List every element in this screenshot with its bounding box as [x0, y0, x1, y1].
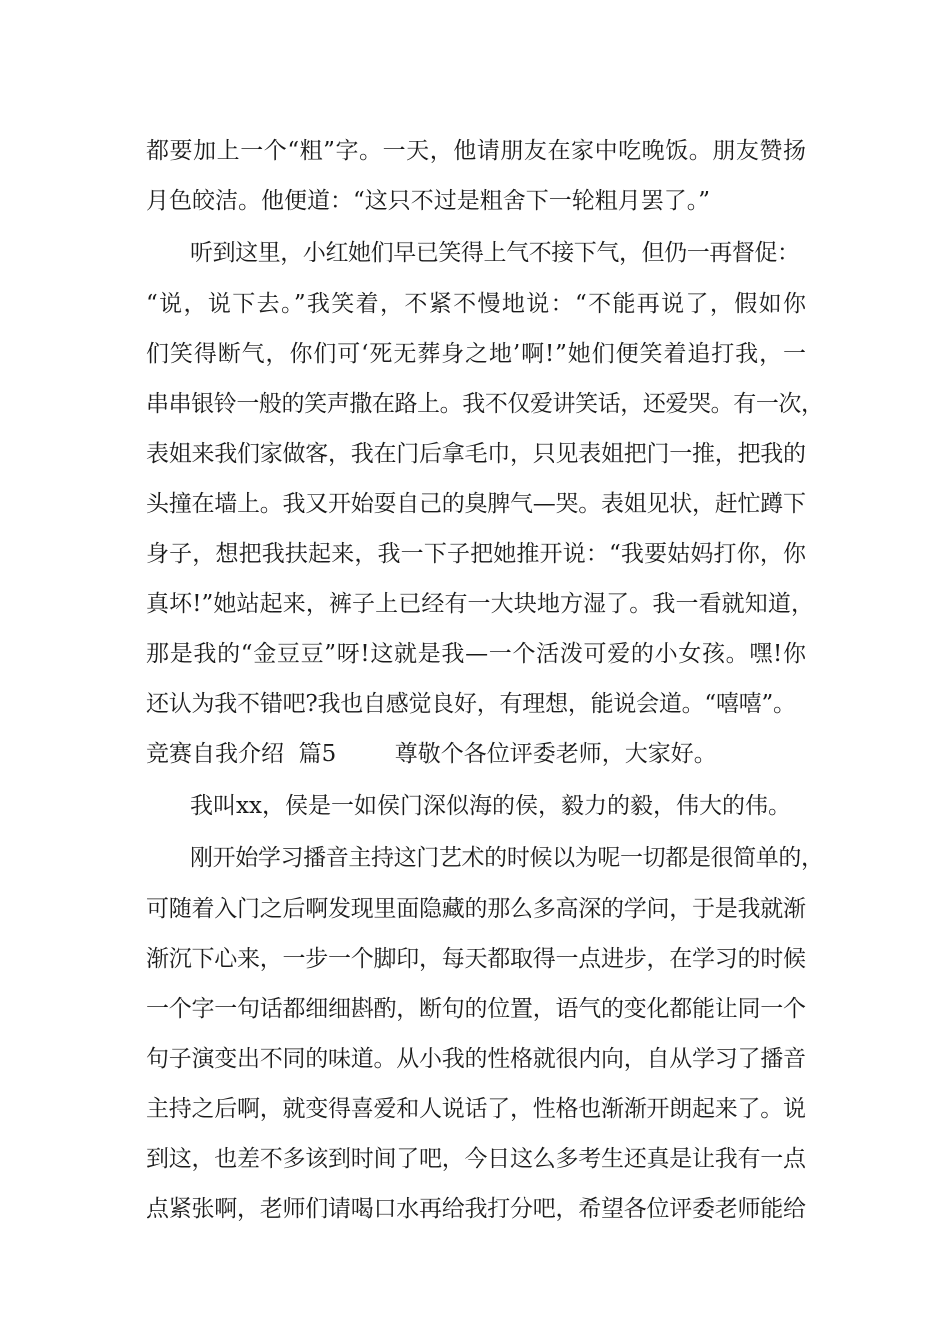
- line-text: 刚开始学习播音主持这门艺术的时候以为呢一切都是很简单的，: [190, 845, 824, 871]
- line-text: 串串银铃一般的笑声撒在路上。我不仅爱讲笑话，还爱哭。有一次，: [146, 391, 824, 417]
- text-line: [0, 439, 950, 489]
- text-line: [0, 289, 950, 339]
- line-text: 可随着入门之后啊发现里面隐藏的那么多高深的学问，于是我就渐: [146, 896, 806, 922]
- text-line: [0, 639, 950, 689]
- text-line: [0, 944, 950, 994]
- line-text: 月色皎洁。他便道：“这只不过是粗舍下一轮粗月罢了。”: [146, 188, 711, 214]
- line-text: 句子演变出不同的味道。从小我的性格就很内向，自从学习了播音: [146, 1046, 806, 1072]
- line-text: 那是我的“金豆豆”呀!这就是我—一个活泼可爱的小女孩。嘿!你: [146, 641, 807, 667]
- text-line: [0, 489, 950, 539]
- text-line: [0, 339, 950, 389]
- line-text: 都要加上一个“粗”字。一天，他请朋友在家中吃晚饭。朋友赞扬: [146, 138, 807, 164]
- text-line: [0, 739, 950, 789]
- text-line: [0, 791, 950, 841]
- line-text: 听到这里，小红她们早已笑得上气不接下气，但仍一再督促：: [190, 240, 800, 266]
- line-text: 身子，想把我扶起来，我一下子把她推开说：“我要姑妈打你，你: [146, 541, 807, 567]
- line-text: 主持之后啊，就变得喜爱和人说话了，性格也渐渐开朗起来了。说: [146, 1096, 806, 1122]
- line-text: 们笑得断气，你们可‘死无葬身之地’啊!”她们便笑着追打我，一: [146, 341, 807, 367]
- text-line: [0, 1094, 950, 1144]
- text-line: [0, 1144, 950, 1194]
- text-line: [0, 994, 950, 1044]
- line-text: 表姐来我们家做客，我在门后拿毛巾，只见表姐把门一推，把我的: [146, 441, 806, 467]
- line-text: 点紧张啊，老师们请喝口水再给我打分吧，希望各位评委老师能给: [146, 1196, 806, 1222]
- text-line: [0, 843, 950, 893]
- text-line: [0, 238, 950, 288]
- line-text: “说，说下去。”我笑着，不紧不慢地说：“不能再说了，假如你: [146, 291, 808, 317]
- text-line: [0, 589, 950, 639]
- text-line: [0, 894, 950, 944]
- section-heading-line: 竞赛自我介绍 篇5 尊敬个各位评委老师，大家好。: [146, 741, 717, 767]
- line-text: 到这，也差不多该到时间了吧，今日这么多考生还真是让我有一点: [146, 1146, 806, 1172]
- line-text: 我叫xx，侯是一如侯门深似海的侯，毅力的毅，伟大的伟。: [190, 793, 791, 819]
- line-text: 渐沉下心来，一步一个脚印，每天都取得一点进步，在学习的时候: [146, 946, 806, 972]
- text-line: [0, 186, 950, 236]
- text-line: [0, 1044, 950, 1094]
- text-line: [0, 689, 950, 739]
- line-text: 头撞在墙上。我又开始耍自己的臭脾气—哭。表姐见状，赶忙蹲下: [146, 491, 806, 517]
- line-text: 还认为我不错吧?我也自感觉良好，有理想，能说会道。“嘻嘻”。: [146, 691, 796, 717]
- line-text: 一个字一句话都细细斟酌，断句的位置，语气的变化都能让同一个: [146, 996, 806, 1022]
- text-line: [0, 539, 950, 589]
- text-line: [0, 136, 950, 186]
- line-text: 真坏!”她站起来，裤子上已经有一大块地方湿了。我一看就知道，: [146, 591, 815, 617]
- text-line: [0, 389, 950, 439]
- text-line: [0, 1194, 950, 1244]
